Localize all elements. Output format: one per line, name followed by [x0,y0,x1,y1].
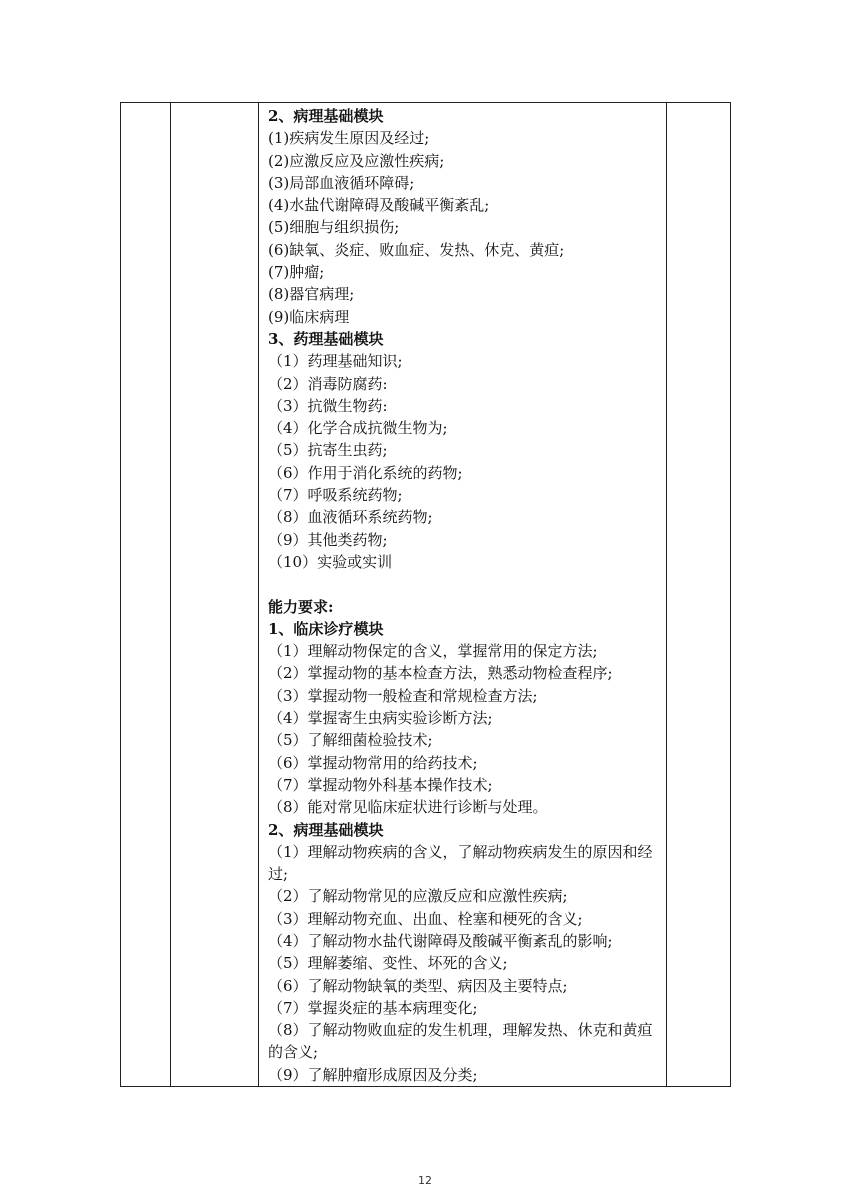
section-heading: 1、临床诊疗模块 [268,619,384,638]
list-item: (5)细胞与组织损伤; [268,218,400,237]
empty-cell-1 [121,103,171,1087]
ability-title: 能力要求: [268,597,334,616]
empty-cell-2 [171,103,259,1087]
list-item: （8）能对常见临床症状进行诊断与处理。 [268,798,548,817]
cell-content [259,103,666,1086]
list-item: （8）血液循环系统药物; [268,508,433,527]
page-number: 12 [418,1174,432,1187]
list-item: （5）抗寄生虫药; [268,441,388,460]
empty-cell-4 [667,103,731,1087]
section-heading: 2、病理基础模块 [268,820,384,839]
list-item: （7）呼吸系统药物; [268,486,403,505]
list-item: (8)器官病理; [268,285,355,304]
list-item: （2）消毒防腐药: [268,374,388,393]
list-item: （1）理解动物保定的含义，掌握常用的保定方法; [268,642,598,661]
list-item: （3）理解动物充血、出血、栓塞和梗死的含义; [268,909,583,928]
list-item: （3）抗微生物药: [268,396,388,415]
list-item: （5）理解萎缩、变性、坏死的含义; [268,954,508,973]
list-item: （3）掌握动物一般检查和常规检查方法; [268,686,538,705]
list-item: （2）了解动物常见的应激反应和应激性疾病; [268,887,568,906]
list-item: （4）了解动物水盐代谢障碍及酸碱平衡紊乱的影响; [268,931,613,950]
list-item: （4）化学合成抗微生物为; [268,419,448,438]
list-item: （7）掌握炎症的基本病理变化; [268,998,478,1017]
list-item: (2)应激反应及应激性疾病; [268,151,445,170]
list-item: (6)缺氧、炎症、败血症、发热、休克、黄疸; [268,240,565,259]
list-item: （10）实验或实训 [268,552,393,571]
section-heading: 3、药理基础模块 [268,329,384,348]
table-row [121,103,731,1087]
list-item: (3)局部血液循环障碍; [268,173,415,192]
content-cell [259,103,667,1087]
list-item: (1)疾病发生原因及经过; [268,129,430,148]
list-item: (7)肿瘤; [268,263,325,282]
list-item: (9)临床病理 [268,307,350,326]
list-item: （9）其他类药物; [268,530,388,549]
list-item: （9）了解肿瘤形成原因及分类; [268,1065,478,1084]
list-item: （7）掌握动物外科基本操作技术; [268,775,493,794]
list-item: （6）掌握动物常用的给药技术; [268,753,478,772]
list-item: （1）药理基础知识; [268,352,403,371]
section-heading: 2、病理基础模块 [268,107,384,125]
list-item: （4）掌握寄生虫病实验诊断方法; [268,709,493,728]
list-item: （2）掌握动物的基本检查方法，熟悉动物检查程序; [268,664,613,683]
spacer [268,573,662,595]
list-item: （8）了解动物败血症的发生机理，理解发热、休克和黄疸的含义; [268,1021,653,1062]
list-item: (4)水盐代谢障碍及酸碱平衡紊乱; [268,196,490,215]
list-item: （1）理解动物疾病的含义，了解动物疾病发生的原因和经过; [268,842,653,884]
list-item: （6）作用于消化系统的药物; [268,463,463,482]
list-item: （6）了解动物缺氧的类型、病因及主要特点; [268,976,568,995]
list-item: （5）了解细菌检验技术; [268,731,433,750]
curriculum-table [120,102,731,1087]
